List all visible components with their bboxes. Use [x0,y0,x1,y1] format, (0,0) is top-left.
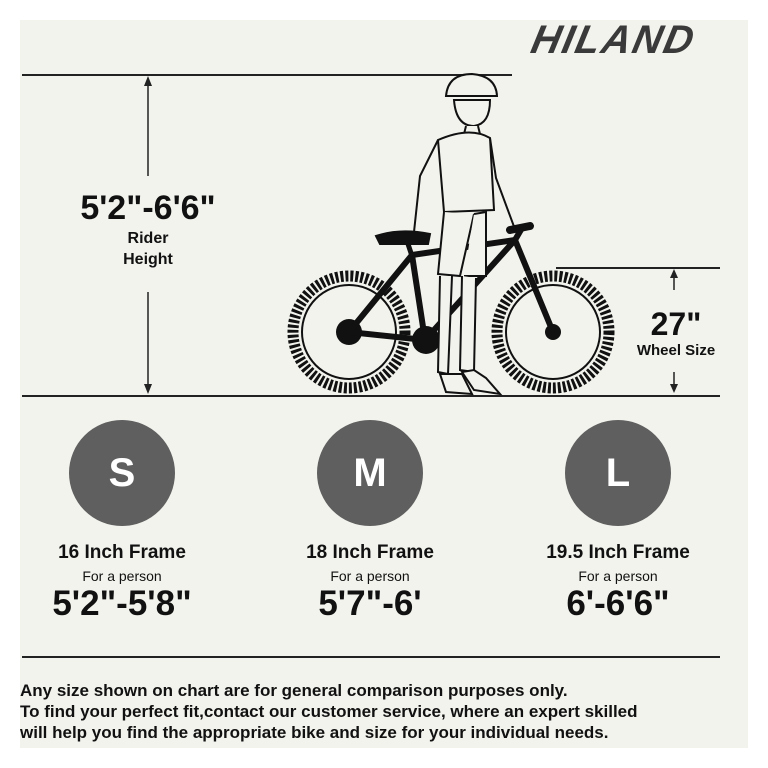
disclaimer-line: will help you find the appropriate bike and size for your individual needs. [20,723,609,742]
height-range: 5'7"-6' [318,584,422,623]
rider-height-value: 5'2"-6'6" [80,189,216,227]
rider-height-label [52,188,244,270]
height-label: Height [123,251,173,268]
for-a-person: For a person [82,568,162,584]
rider-label: Rider [127,230,169,247]
size-card-small [17,420,227,623]
disclaimer-line: To find your perfect fit,contact our customer service, where an expert skilled [20,702,638,721]
wheel-size-caption: Wheel Size [636,342,716,359]
for-a-person: For a person [330,568,410,584]
size-card-large [513,420,723,623]
frame-size: 19.5 Inch Frame [546,542,690,563]
frame-size: 16 Inch Frame [58,542,186,563]
disclaimer-line: Any size shown on chart are for general comparison purposes only. [20,681,568,700]
height-range: 5'2"-5'8" [52,584,192,623]
wheel-size-label [624,306,728,360]
size-circle-s: S [69,420,175,526]
disclaimer-text [20,680,750,743]
size-circle-m: M [317,420,423,526]
size-circle-l: L [565,420,671,526]
height-range: 6'-6'6" [566,584,670,623]
size-card-medium [265,420,475,623]
brand-logo: HILAND [527,18,700,62]
for-a-person: For a person [578,568,658,584]
frame-size: 18 Inch Frame [306,542,434,563]
wheel-size-value: 27" [650,306,702,342]
